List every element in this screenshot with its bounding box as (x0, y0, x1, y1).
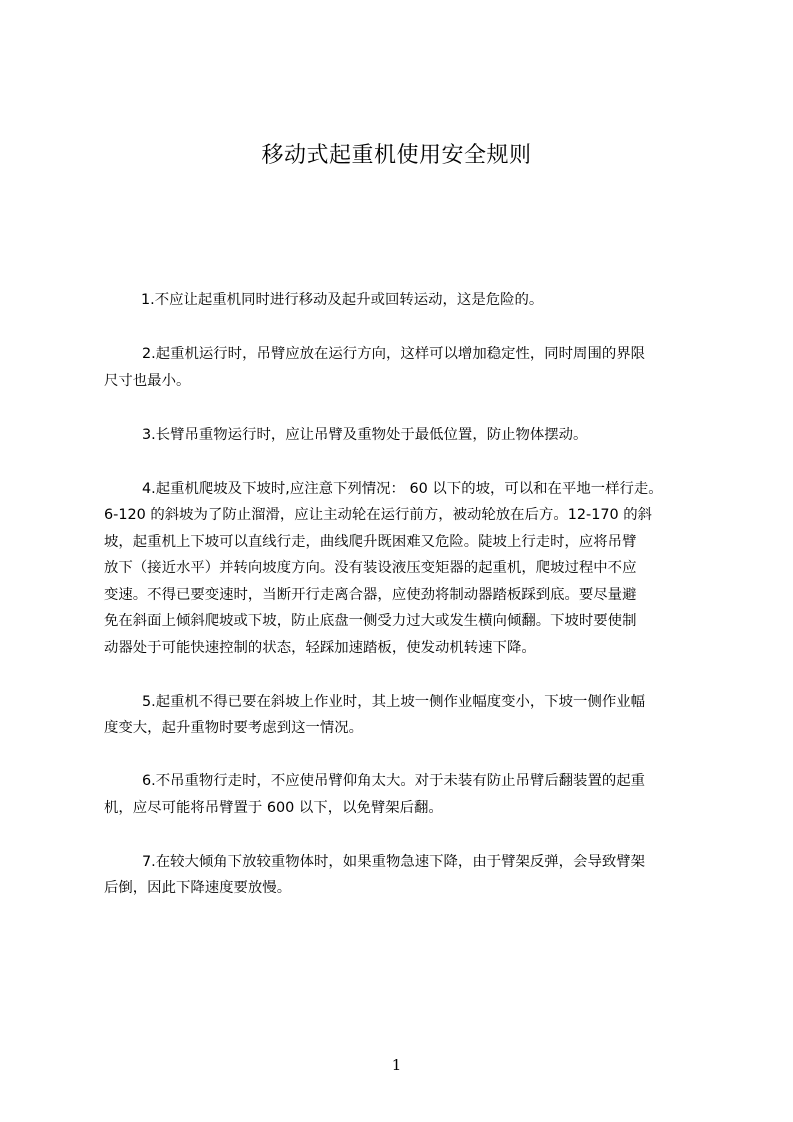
paragraph-7-line-1: 7.在较大倾角下放较重物体时，如果重物急速下降，由于臂架反弹，会导致臂架 (142, 854, 646, 870)
paragraph-5-line-2: 度变大，起升重物时要考虑到这一情况。 (104, 720, 364, 736)
paragraph-4-line-5: 变速。不得已要变速时，当断开行走离合器，应使劲将制动器踏板踩到底。要尽量避 (104, 587, 637, 603)
paragraph-1-line-1: 1.不应让起重机同时进行移动及起升或回转运动，这是危险的。 (141, 292, 544, 308)
paragraph-6-line-2: 机，应尽可能将吊臂置于 600 以下，以免臂架后翻。 (104, 800, 443, 816)
paragraph-4-line-4: 放下（接近水平）并转向坡度方向。没有装设液压变矩器的起重机，爬坡过程中不应 (104, 560, 637, 576)
page-number: 1 (391, 1056, 402, 1074)
paragraph-6-line-1: 6.不吊重物行走时，不应使吊臂仰角太大。对于未装有防止吊臂后翻装置的起重 (142, 773, 646, 789)
paragraph-4-line-1: 4.起重机爬坡及下坡时,应注意下列情况： 60 以下的坡，可以和在平地一样行走。 (142, 481, 663, 497)
paragraph-4-line-6: 免在斜面上倾斜爬坡或下坡，防止底盘一侧受力过大或发生横向倾翻。下坡时要使制 (104, 613, 637, 629)
paragraph-2-line-1: 2.起重机运行时，吊臂应放在运行方向，这样可以增加稳定性，同时周围的界限 (142, 346, 646, 362)
document-title: 移动式起重机使用安全规则 (261, 143, 532, 168)
paragraph-7-line-2: 后倒，因此下降速度要放慢。 (104, 880, 292, 896)
paragraph-2-line-2: 尺寸也最小。 (104, 373, 191, 389)
paragraph-5-line-1: 5.起重机不得已要在斜坡上作业时，其上坡一侧作业幅度变小，下坡一侧作业幅 (142, 694, 646, 710)
paragraph-4-line-7: 动器处于可能快速控制的状态，轻踩加速踏板，使发动机转速下降。 (104, 640, 536, 656)
paragraph-4-line-3: 坡，起重机上下坡可以直线行走，曲线爬升既困难又危险。陡坡上行走时，应将吊臂 (104, 534, 637, 550)
paragraph-3-line-1: 3.长臂吊重物运行时，应让吊臂及重物处于最低位置，防止物体摆动。 (142, 427, 588, 443)
paragraph-4-line-2: 6-120 的斜坡为了防止溜滑，应让主动轮在运行前方，被动轮放在后方。12-170 的斜 (104, 507, 653, 523)
